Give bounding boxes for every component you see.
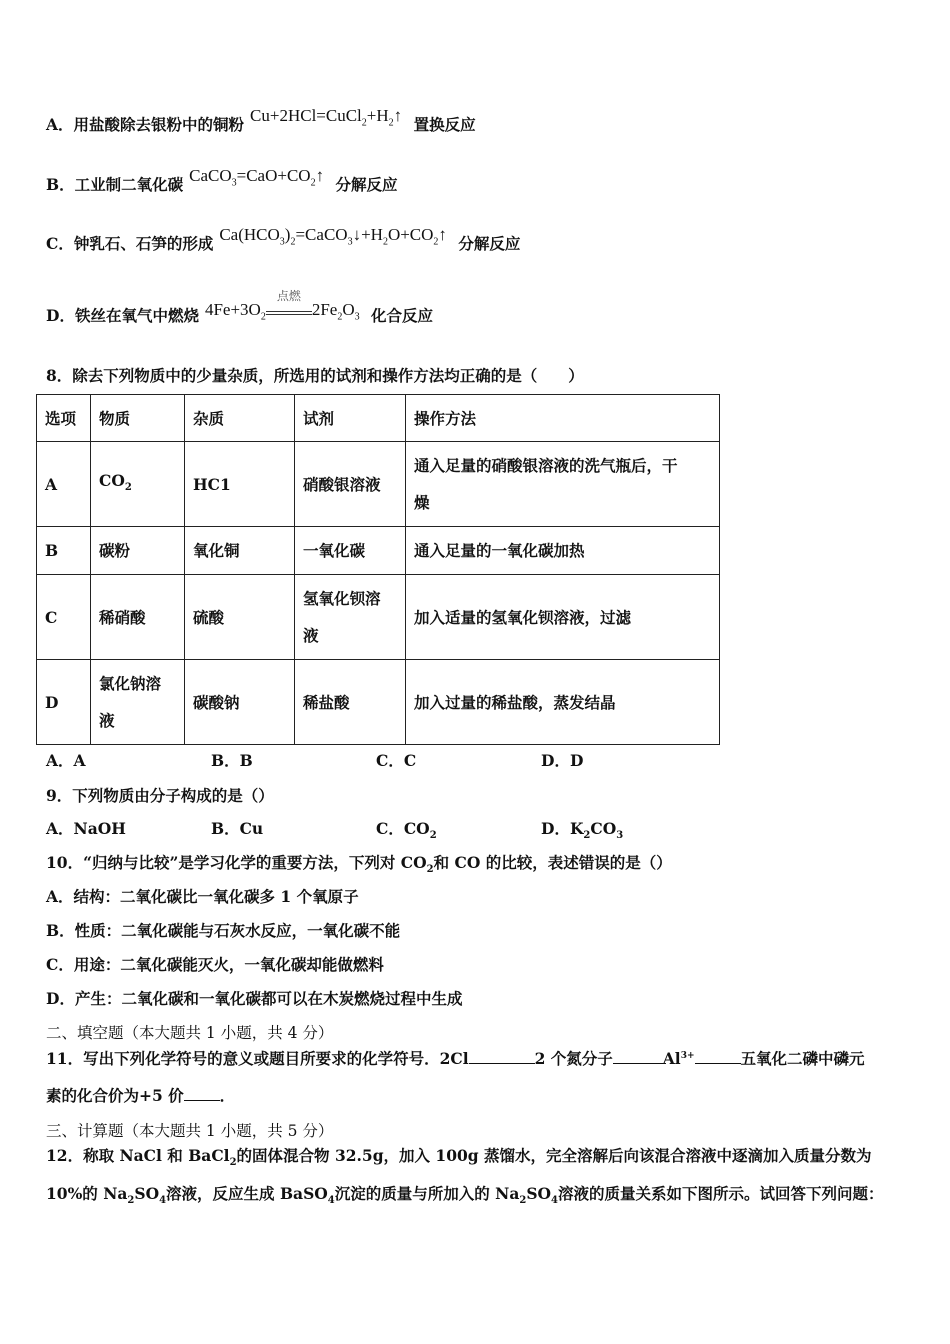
q7-c-text: C．钟乳石、石笋的形成 (46, 234, 214, 253)
q10-option-a[interactable]: A．结构：二氧化碳比一氧化碳多 1 个氧原子 (46, 887, 359, 906)
q9-option-c[interactable]: C．$CO_2$ (376, 819, 437, 842)
q11-line1: 11．写出下列化学符号的意义或题目所要求的化学符号．2Cl 2 个氮分子 $Al^{3+}$ 五氧化二磷中磷元 (46, 1049, 865, 1068)
reaction-condition-arrow: 点燃 (266, 303, 312, 315)
q10-option-c[interactable]: C．用途：二氧化碳能灭火，一氧化碳却能做燃料 (46, 955, 384, 974)
q7-option-d[interactable] (46, 289, 434, 328)
q9-option-b[interactable]: B．Cu (211, 819, 264, 838)
table-cell: A (37, 442, 91, 527)
table-cell: D (37, 660, 91, 745)
q7-d-equation: $4Fe+3O_2$ 点燃 $2Fe_2O_3$ (204, 289, 360, 323)
table-row (37, 575, 720, 660)
table-cell: 硫酸 (185, 575, 295, 660)
table-cell: 氯化钠溶 液 (91, 660, 185, 745)
q7-option-b[interactable] (46, 166, 398, 197)
table-cell: 通入足量的硝酸银溶液的洗气瓶后，干 燥 (406, 442, 720, 527)
q8-option-d[interactable]: D．D (541, 751, 584, 770)
table-cell: $CO_2$ (91, 442, 185, 527)
table-cell: 加入过量的稀盐酸，蒸发结晶 (406, 660, 720, 745)
q10-option-b[interactable]: B．性质：二氧化碳能与石灰水反应，一氧化碳不能 (46, 921, 401, 940)
q8-stem: 8．除去下列物质中的少量杂质，所选用的试剂和操作方法均正确的是（ ） (46, 366, 584, 385)
q10-stem: 10．“归纳与比较”是学习化学的重要方法，下列对 $CO_2$和 CO 的比较，表述错误的是（） (46, 853, 672, 876)
table-cell: 硝酸银溶液 (295, 442, 406, 527)
q9-option-a[interactable]: A．NaOH (46, 819, 126, 838)
q7-c-type: 分解反应 (458, 234, 521, 253)
q7-option-a[interactable] (46, 106, 476, 137)
q9-option-d[interactable]: D．$K_2CO_3$ (541, 819, 624, 842)
table-header-row (37, 395, 720, 442)
table-cell: 氧化铜 (185, 527, 295, 575)
q11-line2: 素的化合价为+5 价 ． (46, 1086, 236, 1105)
q12-line2: 10%的 $Na_2SO_4$溶液，反应生成 BaSO$_4$沉淀的质量与所加入的 $Na_2SO_4$溶液的质量关系如下图所示。试回答下列问题： (46, 1184, 884, 1207)
table-cell: 碳酸钠 (185, 660, 295, 745)
table-row (37, 527, 720, 575)
table-cell: 加入适量的氢氧化钡溶液，过滤 (406, 575, 720, 660)
table-row (37, 442, 720, 527)
q10-option-d[interactable]: D．产生：二氧化碳和一氧化碳都可以在木炭燃烧过程中生成 (46, 989, 463, 1008)
q12-line1: 12．称取 NaCl 和 BaCl$_2$的固体混合物 32.5g，加入 100g 蒸馏水，完全溶解后向该混合溶液中逐滴加入质量分数为 (46, 1146, 872, 1169)
q8-table (36, 394, 720, 745)
q9-stem: 9．下列物质由分子构成的是（） (46, 786, 274, 805)
table-header-cell: 选项 (37, 395, 91, 442)
q7-a-text: A．用盐酸除去银粉中的铜粉 (46, 115, 245, 134)
table-header-cell: 杂质 (185, 395, 295, 442)
table-cell: C (37, 575, 91, 660)
table-header-cell: 物质 (91, 395, 185, 442)
table-header-cell: 试剂 (295, 395, 406, 442)
section-heading-calculation: 三、计算题（本大题共 1 小题，共 5 分） (46, 1122, 334, 1140)
table-cell: 稀盐酸 (295, 660, 406, 745)
q7-d-type: 化合反应 (371, 306, 434, 325)
table-header-cell: 操作方法 (406, 395, 720, 442)
answer-blank[interactable] (469, 1049, 535, 1064)
q8-options (46, 749, 583, 771)
table-cell: 氢氧化钡溶 液 (295, 575, 406, 660)
q7-b-equation: $CaCO_3=CaO+CO_2↑$ (189, 166, 325, 189)
q8-option-a[interactable]: A．A (46, 751, 86, 770)
table-cell: 一氧化碳 (295, 527, 406, 575)
q7-option-c[interactable] (46, 225, 521, 256)
q7-a-type: 置换反应 (413, 115, 476, 134)
q8-option-b[interactable]: B．B (211, 751, 253, 770)
table-cell: 碳粉 (91, 527, 185, 575)
q7-a-equation: $Cu+2HCl=CuCl_2+H_2↑$ (250, 106, 403, 129)
q7-c-equation: $Ca(HCO_3)_2=CaCO_3↓+H_2O+CO_2↑$ (219, 225, 447, 248)
q9-options (46, 817, 623, 841)
section-heading-fill-blank: 二、填空题（本大题共 1 小题，共 4 分） (46, 1024, 334, 1042)
answer-blank[interactable] (613, 1049, 663, 1064)
table-cell: HC1 (185, 442, 295, 527)
table-cell: 通入足量的一氧化碳加热 (406, 527, 720, 575)
table-row (37, 660, 720, 745)
table-cell: 稀硝酸 (91, 575, 185, 660)
answer-blank[interactable] (184, 1086, 220, 1101)
q7-b-type: 分解反应 (335, 175, 398, 194)
q8-option-c[interactable]: C．C (376, 751, 417, 770)
q7-b-text: B．工业制二氧化碳 (46, 175, 184, 194)
answer-blank[interactable] (695, 1049, 741, 1064)
table-cell: B (37, 527, 91, 575)
q7-d-text: D．铁丝在氧气中燃烧 (46, 306, 199, 325)
